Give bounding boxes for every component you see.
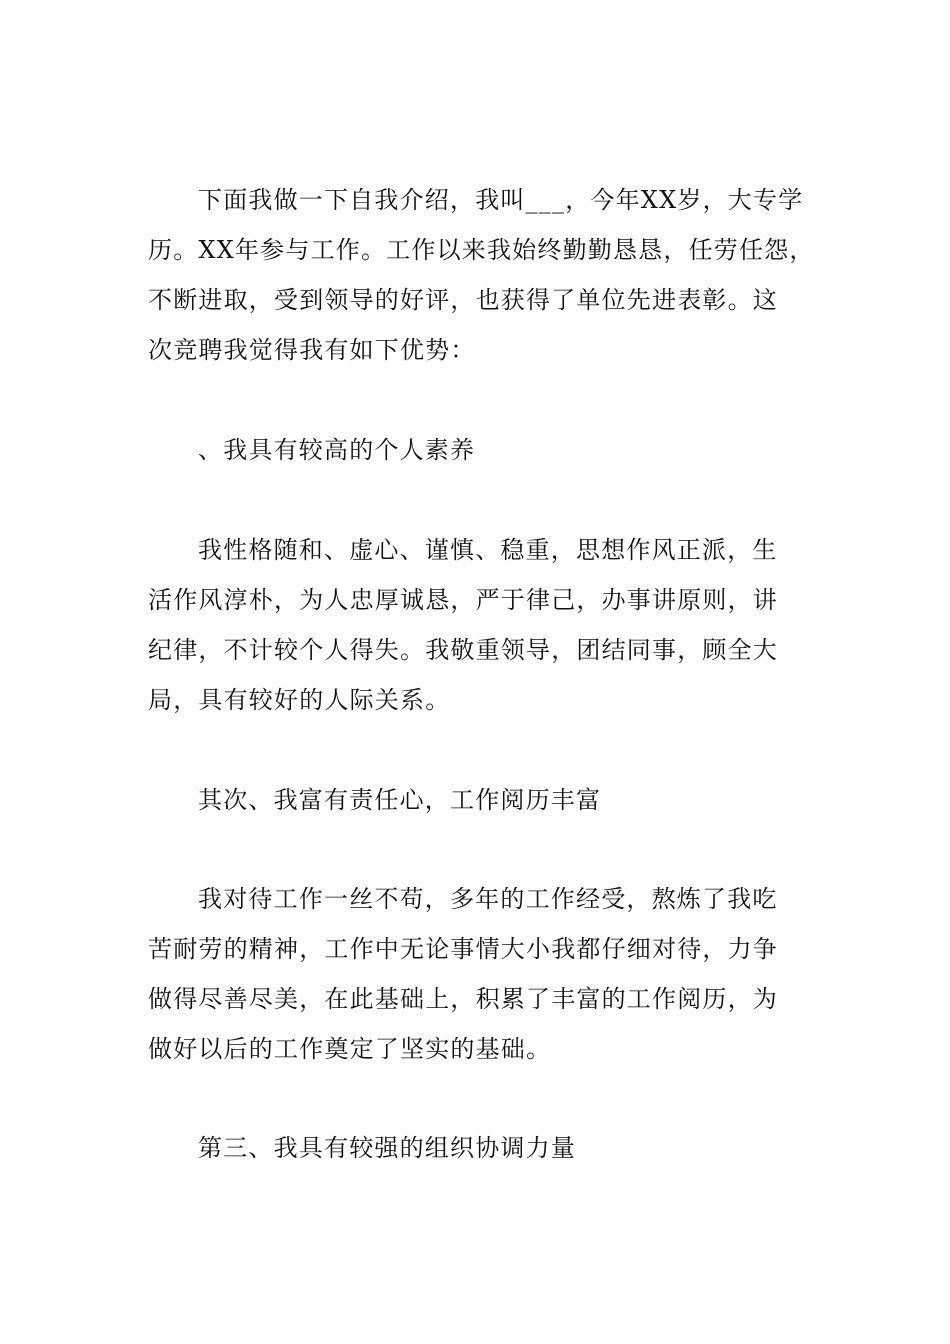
section-heading-1: [148, 425, 818, 475]
section-heading: 、我具有较高的个人素养: [198, 436, 476, 464]
paragraph-line: 活作风淳朴，为人忠厚诚恳，严于律己，办事讲原则，讲: [148, 586, 778, 614]
paragraph-line: 次竞聘我觉得我有如下优势：: [148, 336, 476, 364]
paragraph-line: 做得尽善尽美，在此基础上，积累了丰富的工作阅历，为: [148, 985, 778, 1013]
paragraph-1: [148, 525, 818, 725]
paragraph-line: 做好以后的工作奠定了坚实的基础。: [148, 1035, 552, 1063]
paragraph-line: 我对待工作一丝不苟，多年的工作经受，熬炼了我吃: [198, 885, 778, 913]
paragraph-line: 下面我做一下自我介绍，我叫___，今年XX岁，大专学: [198, 186, 804, 214]
intro-paragraph: [148, 175, 818, 375]
section-heading: 第三、我具有较强的组织协调力量: [198, 1134, 576, 1162]
paragraph-line: 不断进取，受到领导的好评，也获得了单位先进表彰。这: [148, 286, 778, 314]
paragraph-2: [148, 874, 818, 1074]
paragraph-line: 苦耐劳的精神，工作中无论事情大小我都仔细对待，力争: [148, 935, 778, 963]
section-heading: 其次、我富有责任心，工作阅历丰富: [198, 786, 602, 814]
paragraph-line: 我性格随和、虚心、谨慎、稳重，思想作风正派，生: [198, 536, 778, 564]
paragraph-line: 纪律，不计较个人得失。我敬重领导，团结同事，顾全大: [148, 636, 778, 664]
paragraph-line: 历。XX年参与工作。工作以来我始终勤勤恳恳，任劳任怨，: [148, 236, 815, 264]
section-heading-3: [148, 1123, 818, 1173]
paragraph-line: 局，具有较好的人际关系。: [148, 686, 451, 714]
section-heading-2: [148, 775, 818, 825]
